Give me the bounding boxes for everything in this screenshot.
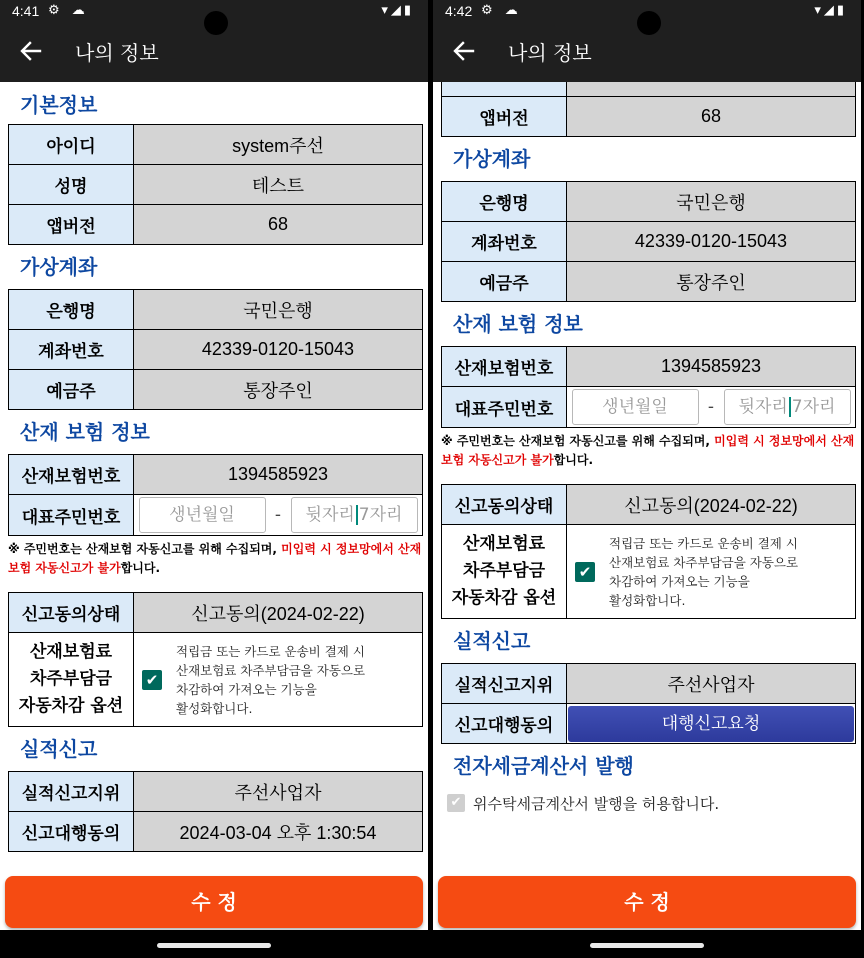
auto-deduct-checkbox[interactable]: ✔	[142, 670, 162, 690]
birth-date-input[interactable]: 생년월일	[572, 389, 699, 425]
row-label: 성명	[9, 165, 134, 205]
auto-deduct-option	[134, 633, 423, 727]
table-row	[442, 387, 856, 428]
section-title-performance: 실적신고	[453, 629, 531, 653]
jumin-cell	[134, 495, 423, 536]
table-row	[9, 772, 423, 812]
section-title-insurance: 산재 보험 정보	[20, 420, 150, 444]
bank-name-value: 국민은행	[567, 182, 856, 222]
virtual-account-table	[8, 289, 423, 410]
user-name-value	[567, 82, 856, 97]
edit-button[interactable]: 수 정	[5, 876, 423, 928]
camera-cutout	[637, 11, 661, 35]
table-row	[442, 485, 856, 525]
jumin-notice	[0, 536, 428, 592]
section-title-tax-invoice: 전자세금계산서 발행	[453, 754, 634, 778]
option-description-line: 적립금 또는 카드로 운송비 결제 시	[176, 643, 365, 659]
table-row	[9, 205, 423, 245]
user-name-value: 테스트	[134, 165, 423, 205]
content	[0, 82, 428, 852]
row-label: 대표주민번호	[9, 495, 134, 536]
section-title-performance: 실적신고	[20, 737, 98, 761]
row-label: 산재보험번호	[9, 455, 134, 495]
auto-deduct-option	[567, 525, 856, 619]
option-label-line: 자동차감 옵션	[451, 588, 557, 608]
page-title: 나의 정보	[508, 41, 592, 65]
option-description-line: 차감하여 가져오는 기능을	[609, 573, 750, 589]
jumin-dash: -	[274, 505, 282, 525]
row-label: 신고대행동의	[9, 812, 134, 852]
scroll-area[interactable]	[0, 82, 428, 870]
table-row	[9, 330, 423, 370]
section-title-account: 가상계좌	[20, 255, 98, 279]
app-version-value: 68	[134, 205, 423, 245]
home-gesture-handle[interactable]	[590, 943, 704, 948]
phone-screen-right	[433, 0, 861, 958]
option-description	[609, 534, 798, 610]
jumin-dash: -	[707, 397, 715, 417]
back-arrow-icon[interactable]	[18, 36, 44, 66]
basic-info-table	[8, 124, 423, 245]
row-label: 계좌번호	[442, 222, 567, 262]
jumin-back-input[interactable]	[724, 389, 851, 425]
page-title: 나의 정보	[75, 41, 159, 65]
table-row	[442, 97, 856, 137]
content	[433, 82, 861, 818]
tax-invoice-label: 위수탁세금계산서 발행을 허용합니다.	[473, 794, 720, 813]
option-label-line: 산재보험료	[462, 534, 546, 554]
status-system-icons: ▾◢▮	[381, 3, 414, 18]
insurance-table	[8, 454, 423, 536]
agent-request-button[interactable]: 대행신고요청	[568, 706, 854, 742]
back-arrow-icon[interactable]	[451, 36, 477, 66]
back-placeholder-prefix: 뒷자리	[738, 397, 788, 417]
account-holder-value: 통장주인	[134, 370, 423, 410]
consent-status-value: 신고동의(2024-02-22)	[567, 485, 856, 525]
account-number-value: 42339-0120-15043	[134, 330, 423, 370]
table-row	[442, 525, 856, 619]
navigation-bar	[433, 930, 861, 958]
table-row	[442, 222, 856, 262]
row-label: 예금주	[9, 370, 134, 410]
option-label-line: 자동차감 옵션	[18, 696, 124, 716]
table-row	[442, 347, 856, 387]
option-description	[176, 642, 365, 718]
notice-text: ※ 주민번호는 산재보험 자동신고를 위해 수집되며,	[8, 542, 282, 556]
tax-invoice-option[interactable]	[433, 788, 861, 818]
app-version-value: 68	[567, 97, 856, 137]
virtual-account-table	[441, 181, 856, 302]
basic-info-table	[441, 82, 856, 137]
notice-warning-text: 미입력 시 정보망에서 산재보험 자동신고가 불가	[441, 434, 855, 467]
row-label: 은행명	[9, 290, 134, 330]
account-holder-value: 통장주인	[567, 262, 856, 302]
tax-invoice-checkbox[interactable]: ✔	[447, 794, 465, 812]
status-time: 4:42	[445, 3, 473, 19]
home-gesture-handle[interactable]	[157, 943, 271, 948]
row-label	[442, 82, 567, 97]
table-row	[9, 290, 423, 330]
row-label: 신고대행동의	[442, 704, 567, 744]
table-row	[442, 82, 856, 97]
navigation-bar	[0, 930, 428, 958]
section-title-account: 가상계좌	[453, 147, 531, 171]
performance-table	[8, 771, 423, 852]
option-description-line: 산재보험료 차주부담금을 자동으로	[176, 662, 366, 678]
option-label	[442, 525, 567, 619]
option-label	[9, 633, 134, 727]
row-label: 예금주	[442, 262, 567, 302]
option-description-line: 활성화합니다.	[176, 700, 253, 716]
section-title-insurance: 산재 보험 정보	[453, 312, 583, 336]
row-label: 신고동의상태	[9, 593, 134, 633]
status-notification-icons: ⚙ ☁	[48, 3, 89, 18]
bank-name-value: 국민은행	[134, 290, 423, 330]
insurance-table	[441, 346, 856, 428]
consent-table	[8, 592, 423, 727]
notice-warning-text: 미입력 시 정보망에서 산재보험 자동신고가 불가	[8, 542, 422, 575]
row-label: 산재보험번호	[442, 347, 567, 387]
option-label-line: 차주부담금	[462, 561, 546, 581]
status-notification-icons: ⚙ ☁	[481, 3, 522, 18]
option-description-line: 차감하여 가져오는 기능을	[176, 681, 317, 697]
jumin-notice	[433, 428, 861, 484]
position-value: 주선사업자	[567, 664, 856, 704]
option-description-line: 활성화합니다.	[609, 592, 686, 608]
camera-cutout	[204, 11, 228, 35]
table-row	[442, 664, 856, 704]
table-row	[442, 262, 856, 302]
row-label: 실적신고지위	[9, 772, 134, 812]
notice-text-end: 합니다.	[553, 453, 594, 467]
auto-deduct-checkbox[interactable]: ✔	[575, 562, 595, 582]
table-row	[442, 182, 856, 222]
back-placeholder-suffix: 7자리	[358, 505, 403, 525]
notice-text-end: 합니다.	[120, 561, 161, 575]
account-number-value: 42339-0120-15043	[567, 222, 856, 262]
back-placeholder-suffix: 7자리	[791, 397, 836, 417]
insurance-number-value: 1394585923	[134, 455, 423, 495]
jumin-cell	[567, 387, 856, 428]
option-description-line: 적립금 또는 카드로 운송비 결제 시	[609, 535, 798, 551]
table-row	[9, 125, 423, 165]
table-row	[9, 165, 423, 205]
option-label-line: 산재보험료	[29, 642, 113, 662]
row-label: 아이디	[9, 125, 134, 165]
row-label: 앱버전	[442, 97, 567, 137]
table-row	[442, 704, 856, 744]
status-time: 4:41	[12, 3, 40, 19]
consent-table	[441, 484, 856, 619]
jumin-back-input[interactable]	[291, 497, 418, 533]
table-row	[9, 633, 423, 727]
back-placeholder-prefix: 뒷자리	[305, 505, 355, 525]
position-value: 주선사업자	[134, 772, 423, 812]
birth-date-input[interactable]: 생년월일	[139, 497, 266, 533]
option-label-line: 차주부담금	[29, 669, 113, 689]
agent-request-cell	[567, 704, 856, 744]
insurance-number-value: 1394585923	[567, 347, 856, 387]
row-label: 앱버전	[9, 205, 134, 245]
option-description-line: 산재보험료 차주부담금을 자동으로	[609, 554, 799, 570]
row-label: 은행명	[442, 182, 567, 222]
phone-screen-left	[0, 0, 428, 958]
agent-consent-value: 2024-03-04 오후 1:30:54	[134, 812, 423, 852]
table-row	[9, 370, 423, 410]
scroll-area[interactable]	[433, 82, 861, 870]
edit-button[interactable]: 수 정	[438, 876, 856, 928]
row-label: 신고동의상태	[442, 485, 567, 525]
row-label: 실적신고지위	[442, 664, 567, 704]
text-cursor	[789, 397, 791, 417]
user-id-value: system주선	[134, 125, 423, 165]
table-row	[9, 812, 423, 852]
table-row	[9, 495, 423, 536]
text-cursor	[356, 505, 358, 525]
consent-status-value: 신고동의(2024-02-22)	[134, 593, 423, 633]
section-title-basic: 기본정보	[20, 93, 98, 117]
row-label: 계좌번호	[9, 330, 134, 370]
table-row	[9, 593, 423, 633]
row-label: 대표주민번호	[442, 387, 567, 428]
status-system-icons: ▾◢▮	[814, 3, 847, 18]
table-row	[9, 455, 423, 495]
notice-text: ※ 주민번호는 산재보험 자동신고를 위해 수집되며,	[441, 434, 715, 448]
performance-table	[441, 663, 856, 744]
